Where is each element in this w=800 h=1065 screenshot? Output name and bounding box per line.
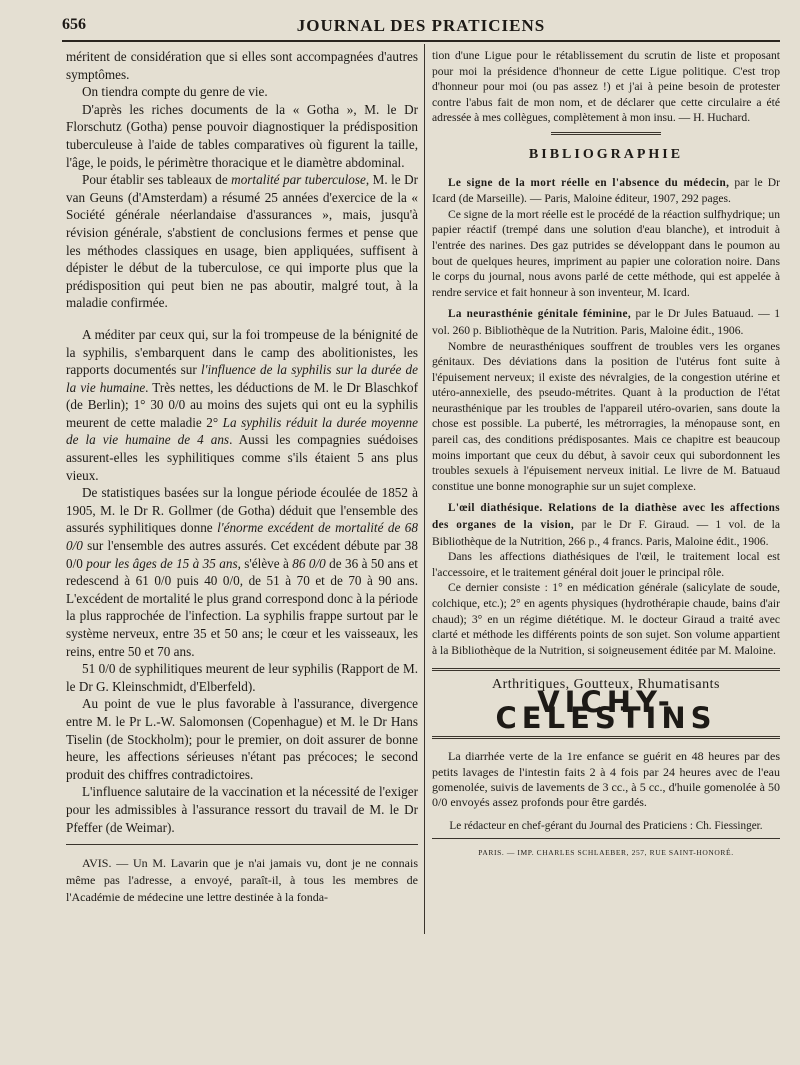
left-column	[66, 48, 418, 906]
avis-notice: AVIS. — Un M. Lavarin que je n'ai jamais vu, dont je ne connais même pas l'adresse, a envoyé, paraît-il, à tous les membres de l'Académie de médecine une lettre destinée à la fonda-	[66, 856, 418, 904]
bibliography-heading: BIBLIOGRAPHIE	[528, 146, 684, 162]
paragraph: D'après les riches documents de la « Gotha », M. le Dr Florschutz (Gotha) pense pouvoir diagnostiquer la prédisposition tuberculeuse à l'aide de tables comparatives où figurent la taille, l'âge, le poids, le périmètre thoracique et le diamètre abdominal.	[66, 101, 418, 170]
paragraph: De statistiques basées sur la longue période écoulée de 1852 à 1905, M. le Dr R. Gollmer (de Gotha) déduit que l'ensemble des assurés syphilitiques donne l'énorme excédent de mortalité de 68 0/0 sur l'ensemble des autres assurés. Cet excédent débute par 38 0/0 pour les âges de 15 à 35 ans, s'élève à 86 0/0 de 36 à 50 ans et redescend à 61 0/0 puis 40 0/0, de 51 à 70 et de 70 à 90 ans. L'excédent de mortalité le plus grand correspond donc à la période la plus rapprochée de l'infection. La syphilis frappe surtout par le système nerveux, entre 35 et 50 ans; le cœur et les vaisseaux, les reins, entre 50 et 70 ans.	[66, 485, 418, 659]
paragraph: 51 0/0 de syphilitiques meurent de leur syphilis (Rapport de M. le Dr G. Kleinschmidt, d'Elberfeld).	[66, 661, 418, 694]
paragraph: Pour établir ses tableaux de mortalité par tuberculose, M. le Dr van Geuns (d'Amsterdam) a résumé 25 années d'exercice de la « Société générale néerlandaise d'assurances », mais, jusqu'à révision générale, s'abstient de conclusions fermes et pense que les méthodes classiques en usage, bien appliquées, suffisent à dépister le début de la tuberculose, ce qui importe plus que la prédisposition qui peut bien ne pas aboutir, malgré tout, à la maladie confirmée.	[66, 172, 418, 311]
ad-tagline: Arthritiques, Goutteux, Rhumatisants	[492, 677, 720, 693]
book-entry-body: Ce signe de la mort réelle est le procédé de la réaction sulfhydrique; un papier réactif (trempé dans une solution d'eau blanche), et introduit à l'entrée des narines. Des gaz putrides se développant dans le poumon au bout de quelques heures, impriment au papier une coloration noire. Dans le corps du journal, nous avons parlé de cette méthode, qui est appelée à rendre service et fait honneur à son inventeur, M. Icard.	[432, 207, 780, 299]
editor-line: Le rédacteur en chef-gérant du Journal des Praticiens : Ch. Fiessinger.	[432, 819, 780, 840]
short-rule	[551, 132, 661, 135]
book-entry-body: Dans les affections diathésiques de l'œil, le traitement local est l'accessoire, et le traitement général doit jouer le principal rôle.	[432, 550, 780, 579]
right-column	[432, 48, 780, 861]
ad-brand: VICHY-CELESTINS	[495, 684, 717, 735]
printer-imprint: PARIS. — IMP. CHARLES SCHLAEBER, 257, RUE SAINT-HONORÉ.	[478, 848, 734, 858]
notice-body: La diarrhée verte de la 1re enfance se guérit en 48 heures par des petits lavages de l'intestin faits 2 à 4 fois par 24 heures avec de l'eau gomenolée, suivis de lavements de 3 cc., à 5 cc., d'huile gomenolée à 50 0/0 envoyés assez profonds pour être gardés.	[432, 749, 780, 810]
paragraph: Au point de vue le plus favorable à l'assurance, divergence entre M. le Pr L.-W. Salomonsen (Copenhague) et M. le Dr Hans Tiselin (de Stockholm); pour le premier, on doit assurer de bonne heure, les affections sérieuses n'étant pas précoces; le second produit des chiffres contradictoires.	[66, 696, 418, 782]
page-number: 656	[62, 16, 86, 33]
section-rule	[66, 844, 418, 845]
paragraph: On tiendra compte du genre de vie.	[82, 84, 268, 100]
book-entry-body: Ce dernier consiste : 1° en médication générale (salicylate de soude, colchique, etc.); 2° en agents physiques (hydrothérapie chaude, bains d'air chaud); 3° en un régime diététique. M. le docteur Giraud a traité avec clarté et méthode les différents points de son sujet. Son volume appartient à la Bibliothèque de la Nutrition, si soigneusement éditée par M. Maloine.	[432, 581, 780, 657]
book-entry-ref: L'œil diathésique. Relations de la diathèse avec les affections des organes de la vision, par le Dr F. Giraud. — 1 vol. de la Bibliothèque de la Nutrition, 266 p., 4 francs. Paris, Maloine édit., 1906.	[432, 502, 781, 548]
avis-continuation: tion d'une Ligue pour le rétablissement du scrutin de liste et proposant pour moi la présidence d'honneur de cette Ligue politique. C'est trop d'honneur pour moi (ou pas assez !) et j'ai à peine besoin de protester contre l'abus fait de mon nom, et de déclarer que cette circulaire a été adressée à mes collègues, complètement à mon insu. — H. Huchard.	[432, 49, 780, 125]
paragraph: A méditer par ceux qui, sur la foi trompeuse de la bénignité de la syphilis, s'embarquent dans le camp des abolitionistes, les rapports documentés sur l'influence de la syphilis sur la durée de la vie humaine. Très nettes, les déductions de M. le Dr Blaschkof (de Berlin); 1° 30 0/0 au moins des sujets qui ont eu la syphilis meurent de cette maladie 2° La syphilis réduit la durée moyenne de la vie humaine de 4 ans. Aussi les compagnies suédoises assurent-elles les syphilitiques comme s'ils étaient 5 ans plus vieux.	[66, 326, 418, 483]
book-entry-ref: Le signe de la mort réelle en l'absence du médecin, par le Dr Icard (de Marseille). — Paris, Maloine éditeur, 1907, 292 pages.	[432, 175, 780, 206]
page-header	[62, 14, 780, 42]
column-divider	[424, 44, 425, 934]
paragraph: L'influence salutaire de la vaccination et la nécessité de l'exiger pour les admissibles à l'assurance ressort du travail de M. le Dr Pfeffer (de Weimar).	[66, 784, 418, 835]
advertisement	[432, 668, 780, 739]
book-entry-ref: La neurasthénie génitale féminine, par le Dr Jules Batuaud. — 1 vol. 260 p. Bibliothèque de la Nutrition. Paris, Maloine édit., 1906.	[432, 307, 780, 337]
paragraph: méritent de considération que si elles sont accompagnées d'autres symptômes.	[66, 49, 418, 82]
journal-title: JOURNAL DES PRATICIENS	[296, 16, 546, 35]
book-entry-body: Nombre de neurasthéniques souffrent de troubles vers les organes génitaux. Des déviations dans la position de l'utérus font suite à l'épuisement nerveux; il existe des névralgies, de la congestion utérine et utéro-annexielle, des pseudo-métrites. Quant à la production de l'état neurasthénique par les troubles de l'appareil utéro-ovarien, sans doute la chose est possible. La puberté, les métrorragies, la ménopause sont, en pareil cas, des conditions prédisposantes. Mais ce chapitre est beaucoup moins important que ceux du début, à savoir ceux qui subordonnent les troubles sexuels à l'épuisement nerveux initial. Le livre de M. Batuaud constitue une bonne monographie sur un sujet complexe.	[432, 339, 780, 493]
